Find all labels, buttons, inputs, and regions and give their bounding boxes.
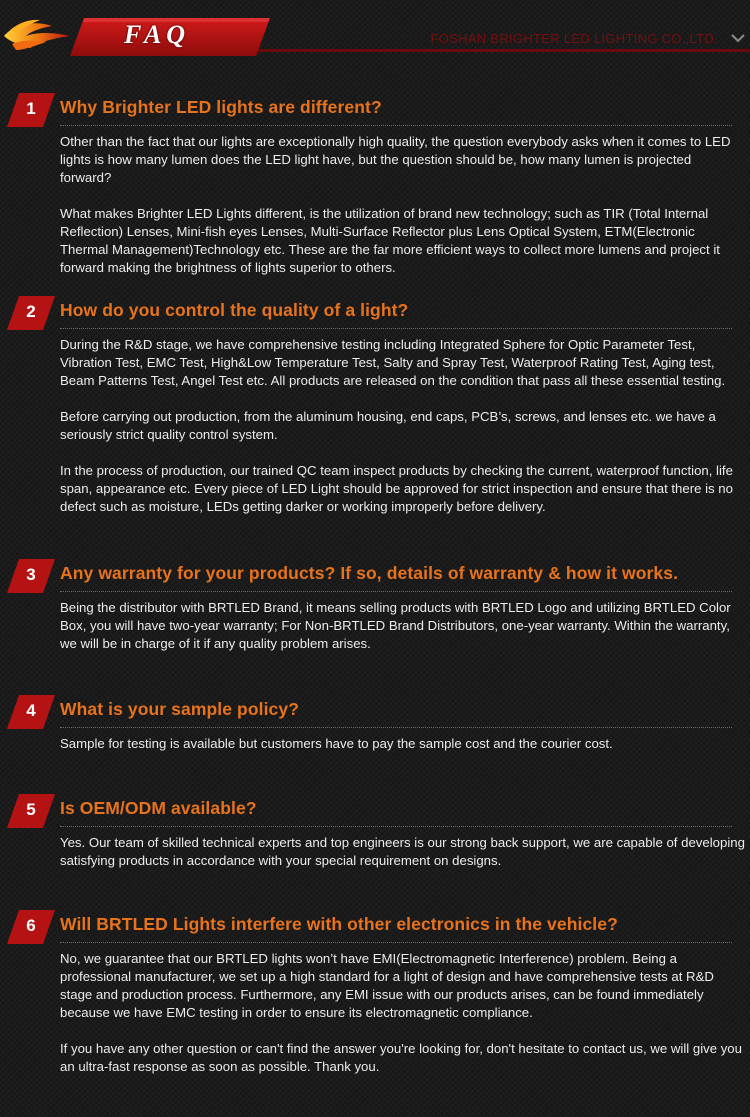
dotted-divider: [60, 826, 732, 827]
dotted-divider: [60, 591, 732, 592]
answer-paragraph: Before carrying out production, from the aluminum housing, end caps, PCB’s, screws, and lenses etc. we have a seriously strict quality control system.: [60, 409, 716, 442]
faq-number: 1: [26, 99, 36, 118]
faq-question: Is OEM/ODM available?: [60, 798, 257, 818]
faq-question: Why Brighter LED lights are different?: [60, 97, 382, 117]
faq-number: 5: [26, 800, 36, 819]
answer-paragraph: Being the distributor with BRTLED Brand, it means selling products with BRTLED Logo and utilizing BRTLED Color Box, you will have two-year warranty; For Non-BRTLED Brand Distributors, one-year warranty. Within the warranty, we will be in charge of it if any quality problem arises.: [60, 600, 731, 651]
faq-question: Will BRTLED Lights interfere with other electronics in the vehicle?: [60, 914, 618, 934]
faq-header: [0, 0, 750, 60]
answer-paragraph: In the process of production, our trained QC team inspect products by checking the current, waterproof function, life span, appearance etc. Every piece of LED Light should be approved for strict inspection and ensure that there is no defect such as moisture, LEDs getting darker or working improperly before delivery.: [60, 463, 733, 514]
faq-answer: [60, 735, 746, 771]
chevron-down-icon[interactable]: [730, 30, 746, 46]
faq-number: 3: [26, 565, 36, 584]
answer-paragraph: Sample for testing is available but customers have to pay the sample cost and the courier cost.: [60, 736, 613, 751]
faq-answer: [60, 834, 746, 888]
faq-answer: [60, 336, 746, 534]
faq-answer: [60, 599, 746, 671]
dotted-divider: [60, 942, 732, 943]
dotted-divider: [60, 328, 732, 329]
faq-question: Any warranty for your products? If so, details of warranty & how it works.: [60, 563, 679, 583]
faq-answer: [60, 950, 746, 1094]
faq-question: What is your sample policy?: [60, 699, 300, 719]
faq-number: 4: [26, 701, 36, 720]
answer-paragraph: Yes. Our team of skilled technical experts and top engineers is our strong back support, we are capable of developing satisfying products in accordance with your special requirement on designs.: [60, 835, 745, 868]
answer-paragraph: During the R&D stage, we have comprehensive testing including Integrated Sphere for Optic Parameter Test, Vibration Test, EMC Test, High&Low Temperature Test, Salty and Spray Test, Waterproof Rating Test, Aging test, Beam Patterns Test, Angel Test etc. All products are released on the condition that pass all these essential testing.: [60, 337, 726, 388]
answer-paragraph: Other than the fact that our lights are exceptionally high quality, the question everybody asks when it comes to LED lights is how many lumen does the LED light have, but the question should be, how many lumen is projected forward?: [60, 134, 731, 185]
answer-paragraph: No, we guarantee that our BRTLED lights won’t have EMI(Electromagnetic Interference) problem. Being a professional manufacturer, we set up a high standard for a light of design and have comprehensive tests at R&D stage and production process. Furthermore, any EMI issue with our products arises, can be found immediately because we have EMC testing in order to ensure its electromagnetic compliance.: [60, 951, 714, 1020]
faq-number: 2: [26, 302, 36, 321]
faq-question: How do you control the quality of a light?: [60, 300, 409, 320]
dotted-divider: [60, 727, 732, 728]
company-name: FOSHAN BRIGHTER LED LIGHTING CO.,LTD.: [430, 31, 718, 46]
answer-paragraph: If you have any other question or can't find the answer you're looking for, don't hesitate to contact us, we will give you an ultra-fast response as soon as possible. Thank you.: [60, 1041, 742, 1074]
answer-paragraph: What makes Brighter LED Lights different, is the utilization of brand new technology; such as TIR (Total Internal Reflection) Lenses, Mini-fish eyes Lenses, Multi-Surface Reflector plus Lens Optical System, ETM(Electronic Thermal Management)Technology etc. These are the far more efficient ways to collect more lumens and project it forward making the brightness of lights superior to others.: [60, 206, 720, 275]
faq-number: 6: [26, 916, 36, 935]
dotted-divider: [60, 125, 732, 126]
page-title: FAQ: [124, 20, 191, 49]
faq-answer: [60, 133, 746, 295]
